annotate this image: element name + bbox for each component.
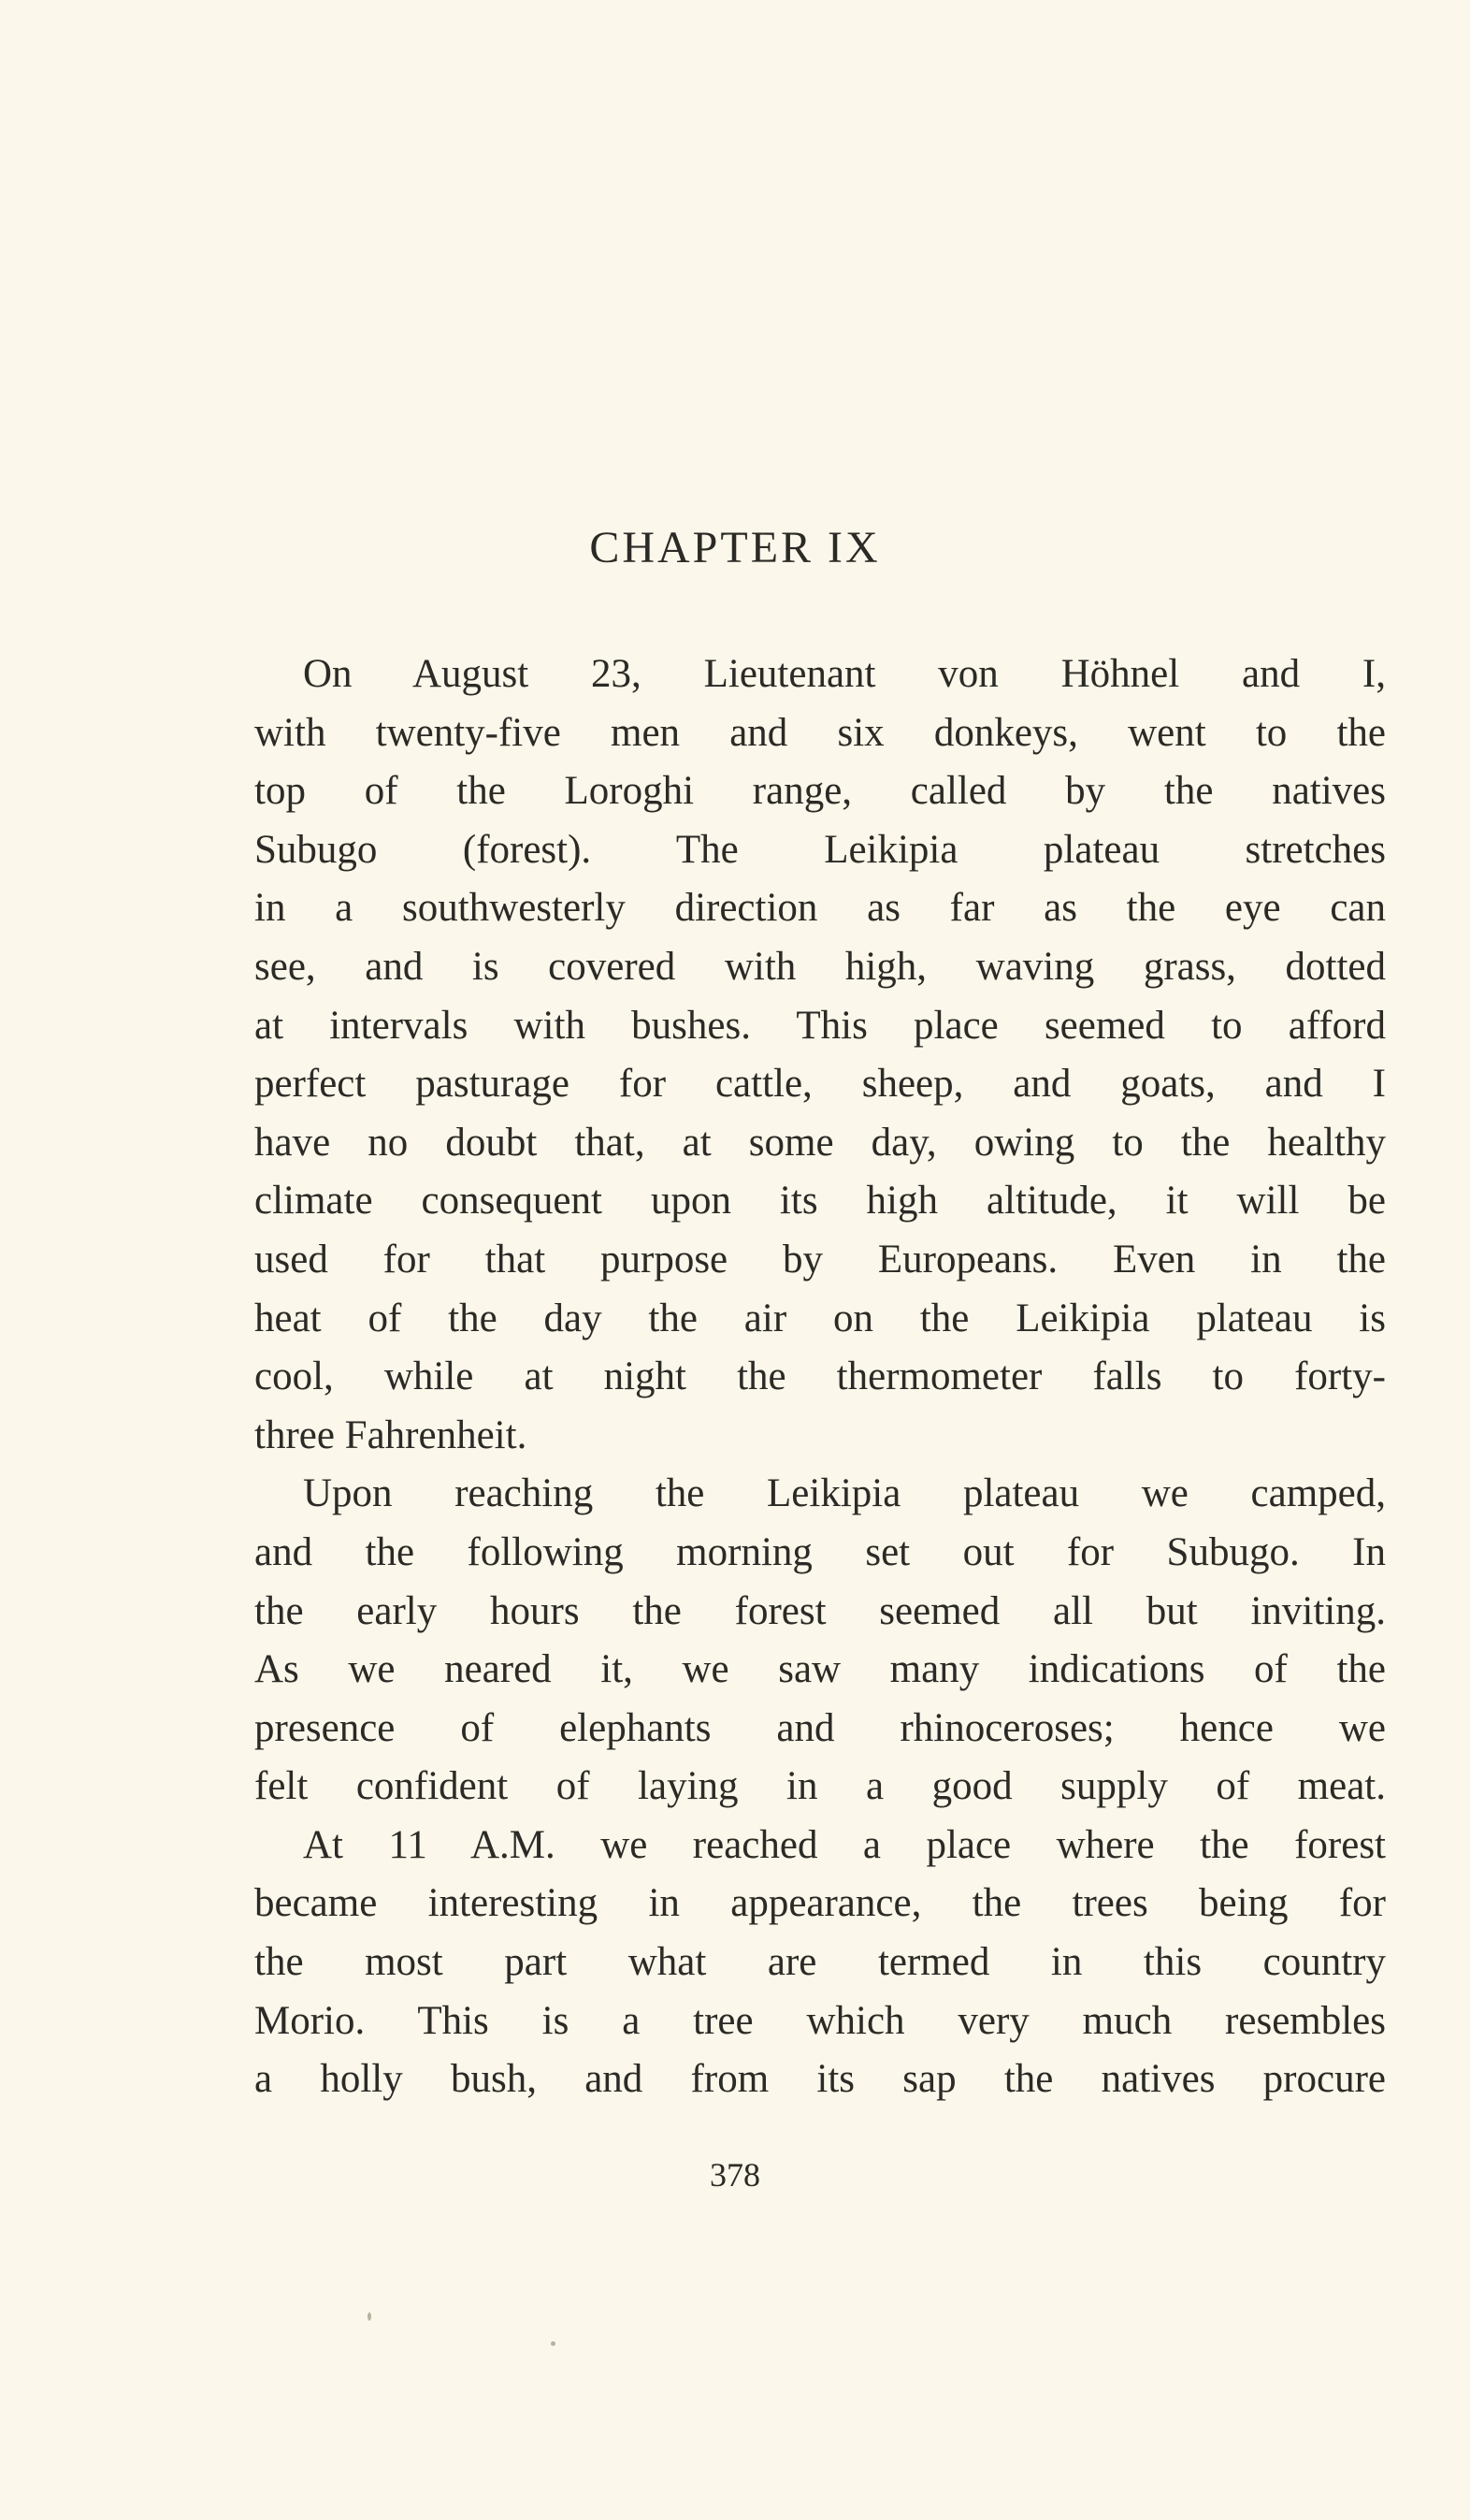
text-line: Upon reaching the Leikipia plateau we camped, — [303, 1471, 1386, 1516]
text-line: three Fahrenheit. — [254, 1412, 527, 1457]
text-line: climate consequent upon its high altitude, it will be — [254, 1179, 1386, 1224]
text-line: top of the Loroghi range, called by the natives — [254, 769, 1386, 814]
text-line: in a southwesterly direction as far as the eye can — [254, 886, 1386, 931]
body-text — [254, 645, 1386, 2109]
text-line: At 11 A.M. we reached a place where the forest — [303, 1822, 1386, 1867]
text-line: On August 23, Lieutenant von Höhnel and I, — [303, 652, 1386, 696]
text-line: perfect pasturage for cattle, sheep, and goats, and I — [254, 1062, 1386, 1107]
text-line: Morio. This is a tree which very much resembles — [254, 1998, 1386, 2043]
text-line: and the following morning set out for Subugo. In — [254, 1529, 1386, 1574]
text-line: Subugo (forest). The Leikipia plateau stretches — [254, 827, 1386, 872]
paper-speck — [551, 2341, 555, 2346]
text-line: heat of the day the air on the Leikipia plateau is — [254, 1296, 1386, 1340]
text-line: used for that purpose by Europeans. Even in the — [254, 1237, 1386, 1282]
text-line: As we neared it, we saw many indications of the — [254, 1647, 1386, 1692]
text-line: the most part what are termed in this country — [254, 1940, 1386, 1985]
text-line: presence of elephants and rhinoceroses; hence we — [254, 1705, 1386, 1750]
text-line: became interesting in appearance, the trees being for — [254, 1881, 1386, 1926]
text-line: at intervals with bushes. This place seemed to afford — [254, 1003, 1386, 1048]
chapter-title: CHAPTER IX — [589, 523, 881, 572]
text-line: with twenty-five men and six donkeys, went to the — [254, 710, 1386, 755]
page-number: 378 — [710, 2156, 760, 2194]
text-line: the early hours the forest seemed all but inviting. — [254, 1588, 1386, 1633]
text-line: felt confident of laying in a good supply of meat. — [254, 1764, 1386, 1809]
text-line: a holly bush, and from its sap the natives procure — [254, 2057, 1386, 2102]
text-line: cool, while at night the thermometer falls to forty- — [254, 1354, 1386, 1399]
text-line: see, and is covered with high, waving grass, dotted — [254, 944, 1386, 989]
text-line: have no doubt that, at some day, owing to the healthy — [254, 1120, 1386, 1165]
paper-speck — [368, 2312, 371, 2321]
